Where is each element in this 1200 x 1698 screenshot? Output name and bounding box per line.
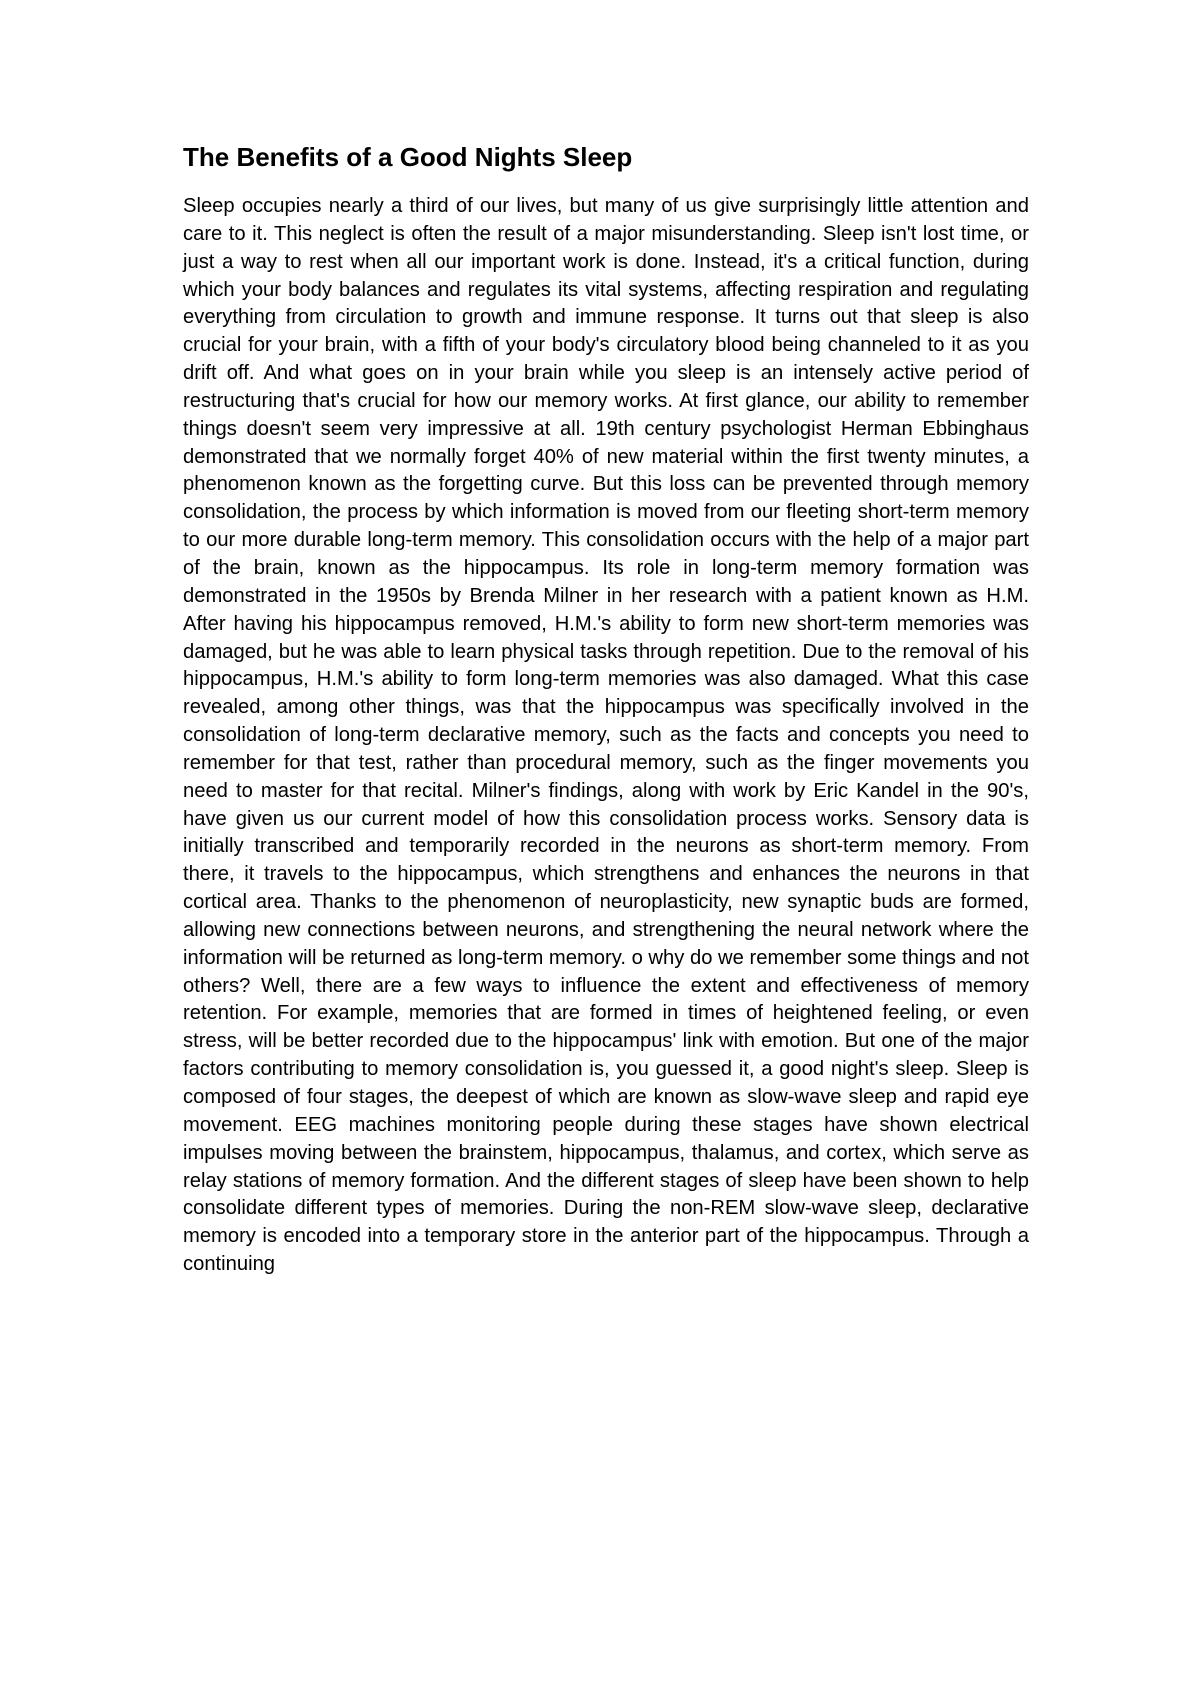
paragraph-2: At first glance, our ability to remember things doesn't seem very impressive at all. 19th century psychologist Herman Ebbinghaus demonstrated that we normally forget 40% of new material within the first twenty minutes, a phenomenon known as the forgetting curve. But this loss can be prevented through memory consolidation, the process by which information is moved from our fleeting short-term memory to our more durable long-term memory. <box>183 389 1029 552</box>
paragraph-3: This consolidation occurs with the help of a major part of the brain, known as the hippocampus. Its role in long-term memory formation was demonstrated in the 1950s by Brenda Milner in her research with a patient known as H.M. After having his hippocampus removed, H.M.'s ability to form new short-term memories was damaged, but he was able to learn physical tasks through repetition. Due to the removal of his hippocampus, H.M.'s ability to form long-term memories was also damaged. What this case revealed, among other things, was that the hippocampus was specifically involved in the consolidation of long-term declarative memory, such as the facts and concepts you need to remember for that test, rather than procedural memory, such as the finger movements you need to master for that recital. <box>183 529 1029 802</box>
document-page <box>183 140 1029 1279</box>
document-title: The Benefits of a Good Nights Sleep <box>183 142 633 172</box>
paragraph-4: Milner's findings, along with work by Eric Kandel in the 90's, have given us our current model of how this consolidation process works. Sensory data is initially transcribed and temporarily recorded in the neurons as short-term memory. From there, it travels to the hippocampus, which strengthens and enhances the neurons in that cortical area. Thanks to the phenomenon of neuroplasticity, new synaptic buds are formed, allowing new connections between neurons, and strengthening the neural network where the information will be returned as long-term memory. o why do we remember some things and not others? Well, there are a few ways to influence the extent and effectiveness of memory retention. For example, memories that are formed in times of heightened feeling, or even stress, will be better recorded due to the hippocampus' link with emotion. But one of the major factors contributing to memory consolidation is, you guessed it, a good night's sleep. <box>183 779 1030 1081</box>
paragraph-1: Sleep occupies nearly a third of our lives, but many of us give surprisingly little attention and care to it. This neglect is often the result of a major misunderstanding. Sleep isn't lost time, or just a way to rest when all our important work is done. Instead, it's a critical function, during which your body balances and regulates its vital systems, affecting respiration and regulating everything from circulation to growth and immune response. It turns out that sleep is also crucial for your brain, with a fifth of your body's circulatory blood being channeled to it as you drift off. And what goes on in your brain while you sleep is an intensely active period of restructuring that's crucial for how our memory works. <box>183 195 1029 412</box>
paragraph-5: Sleep is composed of four stages, the deepest of which are known as slow-wave sleep and rapid eye movement. EEG machines monitoring people during these stages have shown electrical impulses moving between the brainstem, hippocampus, thalamus, and cortex, which serve as relay stations of memory formation. And the different stages of sleep have been shown to help consolidate different types of memories. During the non-REM slow-wave sleep, declarative memory is encoded into a temporary store in the anterior part of the hippocampus. Through a continuing <box>183 1058 1029 1276</box>
document-body <box>183 193 1029 1279</box>
